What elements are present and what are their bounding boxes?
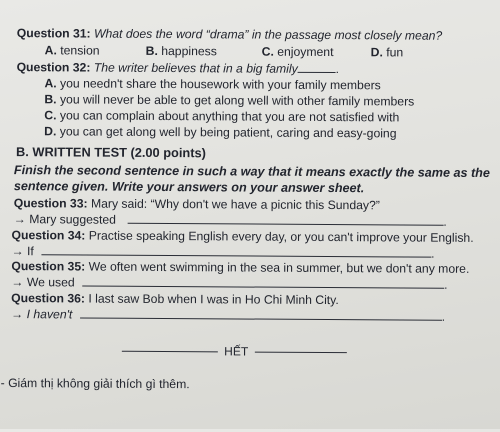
question-33-answer: → Mary suggested . xyxy=(13,212,447,229)
answer-line xyxy=(41,244,431,257)
answer-blank xyxy=(298,62,336,73)
question-35 xyxy=(11,259,469,277)
question-36-label: Question 36: xyxy=(11,291,86,306)
question-36-prompt: → I haven't xyxy=(11,307,73,322)
footer-note: - Giám thị không giải thích gì thêm. xyxy=(0,376,190,392)
question-32-text: The writer believes that in a big family xyxy=(93,60,298,76)
question-34-answer: → If . xyxy=(11,244,435,261)
question-35-answer: → We used . xyxy=(11,275,448,292)
section-heading: B. WRITTEN TEST (2.00 points) xyxy=(16,144,206,161)
question-31-label: Question 31: xyxy=(16,26,91,41)
q31-option-a: A. tension xyxy=(44,43,100,58)
instruction-line-2: sentence given. Write your answers on your answer sheet. xyxy=(13,179,365,196)
question-36 xyxy=(11,291,339,308)
end-mark-text: HẾT xyxy=(224,344,249,359)
question-31-text: What does the word “drama” in the passage most closely mean? xyxy=(93,26,443,43)
q31-option-c: C. enjoyment xyxy=(261,44,334,60)
question-33-text: Mary said: “Why don't we have a picnic this Sunday?” xyxy=(90,196,380,213)
question-34-label: Question 34: xyxy=(11,228,86,243)
question-33 xyxy=(14,196,380,213)
question-36-text: I last saw Bob when I was in Ho Chi Minh City. xyxy=(88,291,339,308)
q32-option-b: B. you will never be able to get along well with other family members xyxy=(44,92,415,109)
question-36-answer: → I haven't . xyxy=(11,307,446,324)
end-rule-left xyxy=(122,351,218,353)
end-rule-right xyxy=(255,352,347,354)
q31-option-b: B. happiness xyxy=(145,43,217,59)
question-33-prompt: → Mary suggested xyxy=(13,212,116,227)
question-32-label: Question 32: xyxy=(16,60,91,75)
q32-option-a: A. you needn't share the housework with your family members xyxy=(44,76,381,93)
answer-line xyxy=(127,213,443,226)
question-34-prompt: → If xyxy=(11,244,34,259)
question-34-text: Practise speaking English every day, or you can't improve your English. xyxy=(88,228,474,245)
q32-option-c: C. you can complain about anything that you are not satisfied with xyxy=(44,108,400,125)
question-35-prompt: → We used xyxy=(11,275,75,290)
question-33-label: Question 33: xyxy=(13,196,88,211)
question-31 xyxy=(17,26,443,44)
question-35-text: We often went swimming in the sea in summer, but we don't any more. xyxy=(88,259,470,276)
question-32: Question 32: The writer believes that in a big family . xyxy=(16,60,340,77)
answer-line xyxy=(80,307,442,320)
question-35-label: Question 35: xyxy=(11,259,86,274)
q31-option-d: D. fun xyxy=(370,45,404,60)
q32-option-d: D. you can get along well by being patient, caring and easy-going xyxy=(44,124,397,141)
instruction-line-1: Finish the second sentence in such a way that it means exactly the same as the xyxy=(13,163,490,180)
end-marker xyxy=(122,344,347,359)
question-34 xyxy=(12,228,474,246)
answer-line xyxy=(82,276,444,289)
